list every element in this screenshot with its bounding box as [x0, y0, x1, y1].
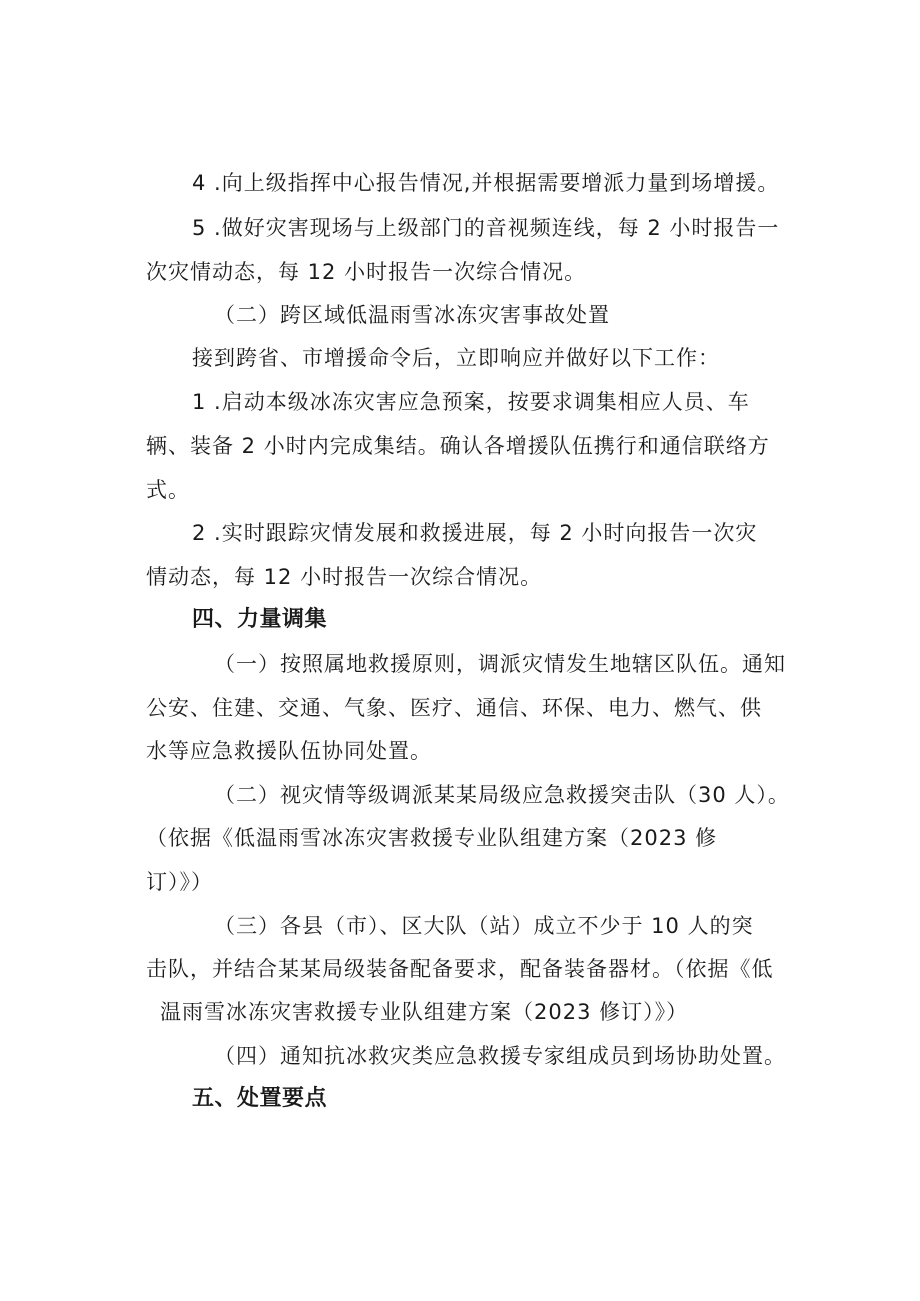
force-1-line-1: （一）按照属地救援原则，调派灾情发生地辖区队伍。通知 [214, 652, 786, 676]
force-3-line-2: 击队，并结合某某局级装备配备要求，配备装备器材。（依据《低 [146, 957, 774, 981]
force-2-line-3: 订）》） [146, 870, 213, 894]
section-heading-5: 五、处置要点 [192, 1086, 328, 1111]
para-intro-line: 接到跨省、市增援命令后，立即响应并做好以下工作： [192, 346, 720, 370]
para-2-line-2: 情动态，每 12 小时报告一次综合情况。 [146, 565, 543, 589]
para-1-line-3: 式。 [146, 478, 190, 502]
para-5-line-2: 次灾情动态，每 12 小时报告一次综合情况。 [146, 260, 587, 284]
section-heading-4: 四、力量调集 [192, 607, 328, 632]
para-1-line-1: 1 .启动本级冰冻灾害应急预案，按要求调集相应人员、车 [192, 390, 750, 414]
force-2-line-1: （二）视灾情等级调派某某局级应急救援突击队（30 人）。 [214, 783, 790, 807]
force-3-line-1: （三）各县（市）、区大队（站）成立不少于 10 人的突 [214, 914, 754, 938]
force-2-line-2: （依据《低温雨雪冰冻灾害救援专业队组建方案（2023 修 [146, 826, 718, 850]
force-1-line-2: 公安、住建、交通、气象、医疗、通信、环保、电力、燃气、供 [146, 696, 762, 720]
subheading-cross-region: （二）跨区域低温雨雪冰冻灾害事故处置 [214, 303, 610, 327]
para-5-line-1: 5 .做好灾害现场与上级部门的音视频连线，每 2 小时报告一 [192, 216, 780, 240]
force-1-line-3: 水等应急救援队伍协同处置。 [146, 739, 432, 763]
para-1-line-2: 辆、装备 2 小时内完成集结。确认各增援队伍携行和通信联络方 [146, 434, 770, 458]
para-4-line-1: 4 .向上级指挥中心报告情况,并根据需要增派力量到场增援。 [192, 171, 780, 195]
force-3-line-3: 温雨雪冰冻灾害救援专业队组建方案（2023 修订）》） [160, 1000, 689, 1024]
para-2-line-1: 2 .实时跟踪灾情发展和救援进展，每 2 小时向报告一次灾 [192, 521, 758, 545]
force-4-line-1: （四）通知抗冰救灾类应急救援专家组成员到场协助处置。 [214, 1044, 786, 1068]
